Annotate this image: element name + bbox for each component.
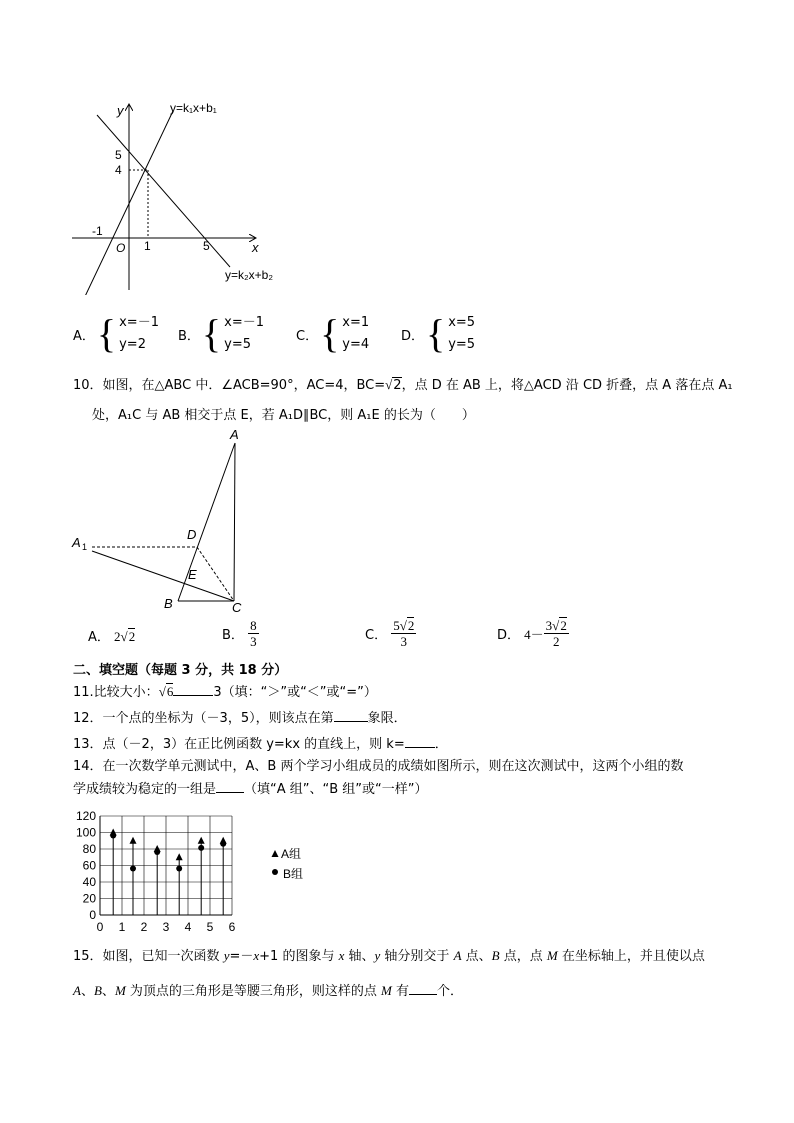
q15-l2-t5: 个． [437, 984, 464, 999]
q10-option-c-letter: C． [365, 628, 388, 643]
q9-option-letter: C． [296, 328, 319, 344]
segment-AB [178, 443, 235, 601]
q10-option-a-letter: A． [88, 630, 110, 645]
x-tick-label: 6 [228, 920, 236, 934]
scores-chart [60, 805, 340, 935]
y-tick-label: 40 [82, 875, 96, 889]
y-axis-label: y [117, 103, 124, 118]
segment-A1C [92, 551, 234, 601]
q10-option-b-letter: B． [222, 628, 244, 643]
origin-label: O [116, 241, 126, 255]
q10-option-c-den: 3 [400, 634, 408, 649]
x-tick-label: 5 [206, 920, 214, 934]
q10-line2: 处，A₁C 与 AB 相交于点 E，若 A₁D∥BC，则 A₁E 的长为（ ） [92, 408, 475, 423]
series-a-triangle [130, 837, 137, 844]
q10-option-d-pre: 4－ [524, 627, 544, 642]
q9-option-x: x=－1 [224, 315, 264, 330]
q15-l2-point-m: M [114, 983, 126, 998]
q10-option-a-coef: 2 [114, 629, 121, 644]
q15-t4: 轴、 [344, 949, 375, 964]
q9-option-x: x=5 [448, 315, 476, 330]
q15-axis-x: x [338, 948, 345, 963]
system-brace: { [320, 311, 340, 356]
q10-line1: 10．如图，在△ABC 中．∠ACB=90°，AC=4，BC=√2，点 D 在 AB 上，将△ACD 沿 CD 折叠，点 A 落在点 A₁ [73, 377, 733, 393]
triangle-fold-figure [70, 425, 270, 620]
q10-option-c-rad: 2 [407, 618, 415, 633]
q13-answer-blank[interactable] [405, 736, 435, 748]
q9-option-letter: B． [178, 328, 200, 344]
q11-rad: 6 [166, 684, 174, 699]
q15-answer-blank[interactable] [409, 983, 437, 995]
label-E: E [188, 567, 197, 582]
q15-t6: 点、 [461, 949, 492, 964]
q9-option-b [178, 312, 264, 356]
q10-option-c-coef: 5 [393, 618, 400, 633]
legend-a-label: A组 [281, 847, 302, 861]
series-b-dot [154, 849, 160, 855]
q11-pre: 11.比较大小： [73, 685, 159, 700]
label-A1-sub: 1 [82, 542, 88, 552]
system-brace: { [426, 311, 446, 356]
q12-post: 象限． [367, 711, 407, 726]
y-tick-label: 60 [82, 858, 96, 873]
series-b-dot [220, 841, 226, 847]
q9-option-letter: A． [73, 328, 95, 344]
q14-line2 [73, 778, 428, 797]
tick-y-4: 4 [115, 163, 122, 177]
q9-option-a [73, 312, 159, 356]
y-tick-label: 80 [82, 842, 96, 856]
q15-l2-t2: 、 [101, 984, 115, 999]
system-brace: { [96, 311, 117, 356]
q13 [73, 733, 448, 752]
q9-option-d [401, 312, 475, 356]
x-tick-label: 0 [96, 920, 104, 934]
q15-line2 [73, 980, 463, 999]
q10-option-a: A． 2√2 [88, 629, 136, 645]
q15-t8: 在坐标轴上，并且使以点 [557, 949, 705, 964]
q10-option-b [222, 618, 259, 649]
q15-l2-point-m2: M [381, 983, 392, 998]
q9-option-x: x=1 [342, 315, 370, 330]
q10-option-d: D． 4－ $\frac{3√2}{2}$ [497, 618, 567, 649]
q15-point-m: M [546, 948, 558, 963]
q15-fn-y: y [223, 948, 230, 963]
q10-option-a-rad: 2 [128, 629, 136, 644]
segment-DC [197, 547, 234, 601]
y-tick-label: 20 [82, 891, 96, 906]
q9-option-letter: D． [401, 328, 425, 344]
y-tick-label: 100 [75, 825, 96, 840]
q12-answer-blank[interactable] [334, 710, 368, 722]
series-b-dot [198, 845, 204, 851]
tick-x-5: 5 [203, 239, 210, 253]
legend-b-label: B组 [283, 867, 304, 881]
line1-label: y=k₁x+b₁ [170, 101, 217, 115]
q15-t3: +1 的图象与 [259, 949, 339, 964]
q10-text-b: ，点 D 在 AB 上，将△ACD 沿 CD 折叠，点 A 落在点 A₁ [401, 378, 733, 393]
q13-pre: 13．点（－2，3）在正比例函数 y=kx 的直线上，则 k= [73, 737, 405, 752]
series-b-dot [130, 866, 136, 872]
line-k1-b1 [80, 111, 173, 295]
section2-title: 二、填空题（每题 3 分，共 18 分） [73, 663, 288, 678]
q15-line1 [73, 945, 705, 964]
q14-answer-blank[interactable] [216, 781, 244, 793]
q15-point-a: A [453, 948, 462, 963]
q12 [73, 707, 407, 726]
x-tick-label: 1 [118, 920, 126, 934]
q11-answer-blank[interactable] [173, 684, 213, 696]
q11-post: 3（填：“＞”或“＜”或“=”） [213, 685, 377, 700]
y-tick-label: 120 [75, 809, 96, 823]
q9-option-y: y=5 [448, 337, 476, 352]
q10-text-a: 10．如图，在△ABC 中．∠ACB=90°，AC=4，BC= [73, 378, 386, 393]
series-a-triangle [198, 837, 205, 844]
q15-t2: =－ [229, 949, 254, 964]
q15-t5: 轴分别交于 [380, 949, 454, 964]
x-tick-label: 4 [184, 920, 192, 934]
q10-option-b-num: 8 [250, 618, 257, 633]
q10-sqrt: 2 [393, 378, 402, 393]
line2-label: y=k₂x+b₂ [225, 268, 274, 282]
q9-option-y: y=5 [224, 337, 251, 352]
q10-option-d-coef: 3 [545, 618, 553, 633]
q14-line1: 14．在一次数学单元测试中，A、B 两个学习小组成员的成绩如图所示，则在这次测试中，这两个小组的数 [73, 759, 684, 774]
tick-x-1: 1 [144, 239, 151, 253]
q15-t7: 点，点 [499, 949, 547, 964]
q15-fn-x: x [253, 948, 260, 963]
label-D: D [187, 527, 197, 542]
y-tick-label: 0 [89, 908, 96, 922]
series-a-triangle [176, 853, 183, 860]
q14-line2-pre: 学成绩较为稳定的一组是 [73, 782, 217, 797]
x-axis-label: x [252, 240, 259, 255]
q10-option-d-den: 2 [552, 634, 560, 649]
q15-t1: 15．如图，已知一次函数 [73, 949, 224, 964]
q12-pre: 12．一个点的坐标为（－3，5），则该点在第 [73, 711, 334, 726]
segment-AC [234, 443, 235, 601]
series-b-dot [110, 833, 116, 839]
q15-l2-t4: 有 [391, 984, 410, 999]
linear-functions-graph [60, 95, 300, 295]
label-C: C [232, 600, 242, 615]
q9-option-c [296, 312, 369, 356]
q15-point-b: B [491, 948, 500, 963]
q11: 11.比较大小：√6 3（填：“＞”或“＜”或“=”） [73, 684, 377, 700]
tick-x-neg1: -1 [92, 224, 103, 238]
q14-line2-post: （填“A 组”、“B 组”或“一样”） [244, 782, 428, 797]
q9-option-y: y=2 [119, 337, 146, 352]
q10-option-b-den: 3 [250, 634, 257, 649]
q15-l2-point-b: B [93, 983, 102, 998]
q10-option-c: C． $\frac{5√2}{3}$ [365, 618, 415, 649]
x-tick-label: 3 [162, 920, 170, 934]
q15-l2-t3: 为顶点的三角形是等腰三角形，则这样的点 [125, 984, 382, 999]
label-A1: A [72, 535, 81, 550]
q15-axis-y: y [374, 948, 381, 963]
series-b-dot [176, 866, 182, 872]
legend-a-marker [272, 850, 279, 857]
x-tick-label: 2 [140, 920, 148, 934]
q10-option-d-rad: 2 [560, 618, 567, 633]
q13-post: ． [434, 737, 448, 752]
q9-option-y: y=4 [342, 337, 370, 352]
label-B: B [164, 596, 173, 611]
q15-l2-t1: 、 [80, 984, 94, 999]
label-A: A [230, 427, 239, 442]
tick-y-5: 5 [115, 148, 122, 162]
legend-b-marker [272, 869, 278, 875]
q15-l2-point-a: A [73, 983, 81, 998]
q9-option-x: x=－1 [119, 315, 159, 330]
q10-option-d-letter: D． [497, 628, 521, 643]
system-brace: { [201, 311, 222, 356]
